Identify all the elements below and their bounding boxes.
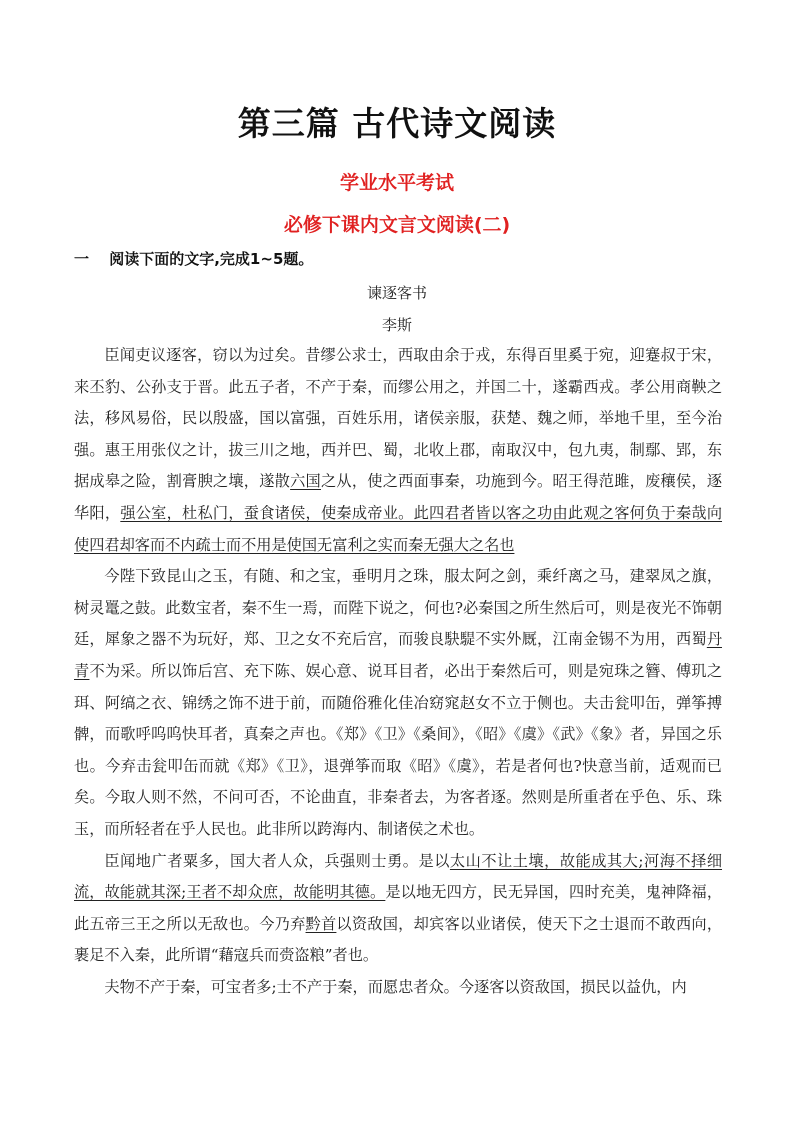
- section-title: 必修下课内文言文阅读(二): [283, 214, 511, 236]
- paragraph-1: [74, 340, 722, 561]
- text-span: 臣闻吏议逐客，窃以为过矣。昔缪公求士，西取由余于戎，东得百里奚于宛，迎蹇叔于宋，来丕豹、公孙支于晋。此五子者，不产于秦，而缪公用之，并国二十，遂霸西戎。孝公用商鞅之法，移风易俗，民以殷盛，国以富强，百姓乐用，诸侯亲服，获楚、魏之师，举地千里，至今治强。惠王用张仪之计，拔三川之地，西并巴、蜀，北收上郡，南取汉中，包九夷，制鄢、郢，东据成皋之险，割膏腴之壤，遂散: [74, 346, 722, 491]
- question-number: 一: [74, 250, 90, 268]
- text-span: 臣闻地广者粟多，国大者人众，兵强则士勇。是以: [104, 851, 450, 870]
- text-span: 不为采。所以饰后宫、充下陈、娱心意、说耳目者，必出于秦然后可，则是宛珠之簪、傅玑之珥、阿缟之衣、锦绣之饰不进于前，而随俗雅化佳冶窈窕赵女不立于侧也。夫击瓮叩缶，弹筝搏髀，而歌呼呜呜快耳者，真秦之声也。《郑》《卫》《桑间》，《昭》《虞》《武》《象》者，异国之乐也。今弃击瓮叩缶而就《郑》《卫》，退弹筝而取《昭》《虞》，若是者何也?快意当前，适观而已矣。今取人则不然，不问可否，不论曲直，非秦者去，为客者逐。然则是所重者在乎色、乐、珠玉，而所轻者在乎人民也。此非所以跨海内、制诸侯之术也。: [74, 661, 723, 838]
- text-span: 今陛下致昆山之玉，有随、和之宝，垂明月之珠，服太阿之剑，乘纤离之马，建翠凤之旗，树灵鼍之鼓。此数宝者，秦不生一焉，而陛下说之，何也?必秦国之所生然后可，则是夜光不饰朝廷，犀象之器不为玩好，郑、卫之女不充后宫，而骏良駃騠不实外厩，江南金锡不为用，西蜀: [74, 567, 722, 649]
- text-span: 之从，使之西面事秦，功施到今。昭王得范雎，废穰侯，逐华阳，: [74, 472, 723, 522]
- article-author: 李斯: [381, 316, 412, 334]
- underlined-term: 六国: [290, 472, 321, 491]
- underlined-passage: 太山不让土壤，故能成其大;河海不择细流，故能就其深;王者不却众庶，故能明其德。: [74, 851, 723, 902]
- text-span: 以资敌国，却宾客以业诸侯，使天下之士退而不敢西向，裹足不入秦，此所谓“藉寇兵而赍盗粮”者也。: [74, 914, 723, 965]
- paragraph-4: [74, 972, 722, 1004]
- underlined-passage: 强公室，杜私门，蚕食诸侯，使秦成帝业。此四君者皆以客之功由此观之客何负于秦哉向使四君却客而不内疏士而不用是使国无富利之实而秦无强大之名也: [74, 503, 723, 554]
- underlined-term: 丹青: [74, 630, 722, 680]
- text-span: 夫物不产于秦，可宝者多;士不产于秦，而愿忠者众。今逐客以资敌国，损民以益仇，内: [104, 977, 687, 996]
- underlined-term: 黔首: [305, 914, 337, 933]
- page-title: 第三篇 古代诗文阅读: [237, 104, 557, 143]
- text-span: 是以地无四方，民无异国，四时充美，鬼神降福，此五帝三王之所以无敌也。今乃弃: [74, 883, 723, 933]
- article-body: [74, 340, 722, 1003]
- paragraph-3: [74, 846, 722, 972]
- paragraph-2: [74, 561, 722, 845]
- exam-subtitle: 学业水平考试: [339, 172, 454, 194]
- article-title: 谏逐客书: [366, 284, 427, 302]
- question-prompt: [74, 248, 313, 269]
- question-text: 阅读下面的文字,完成1~5题。: [109, 250, 314, 268]
